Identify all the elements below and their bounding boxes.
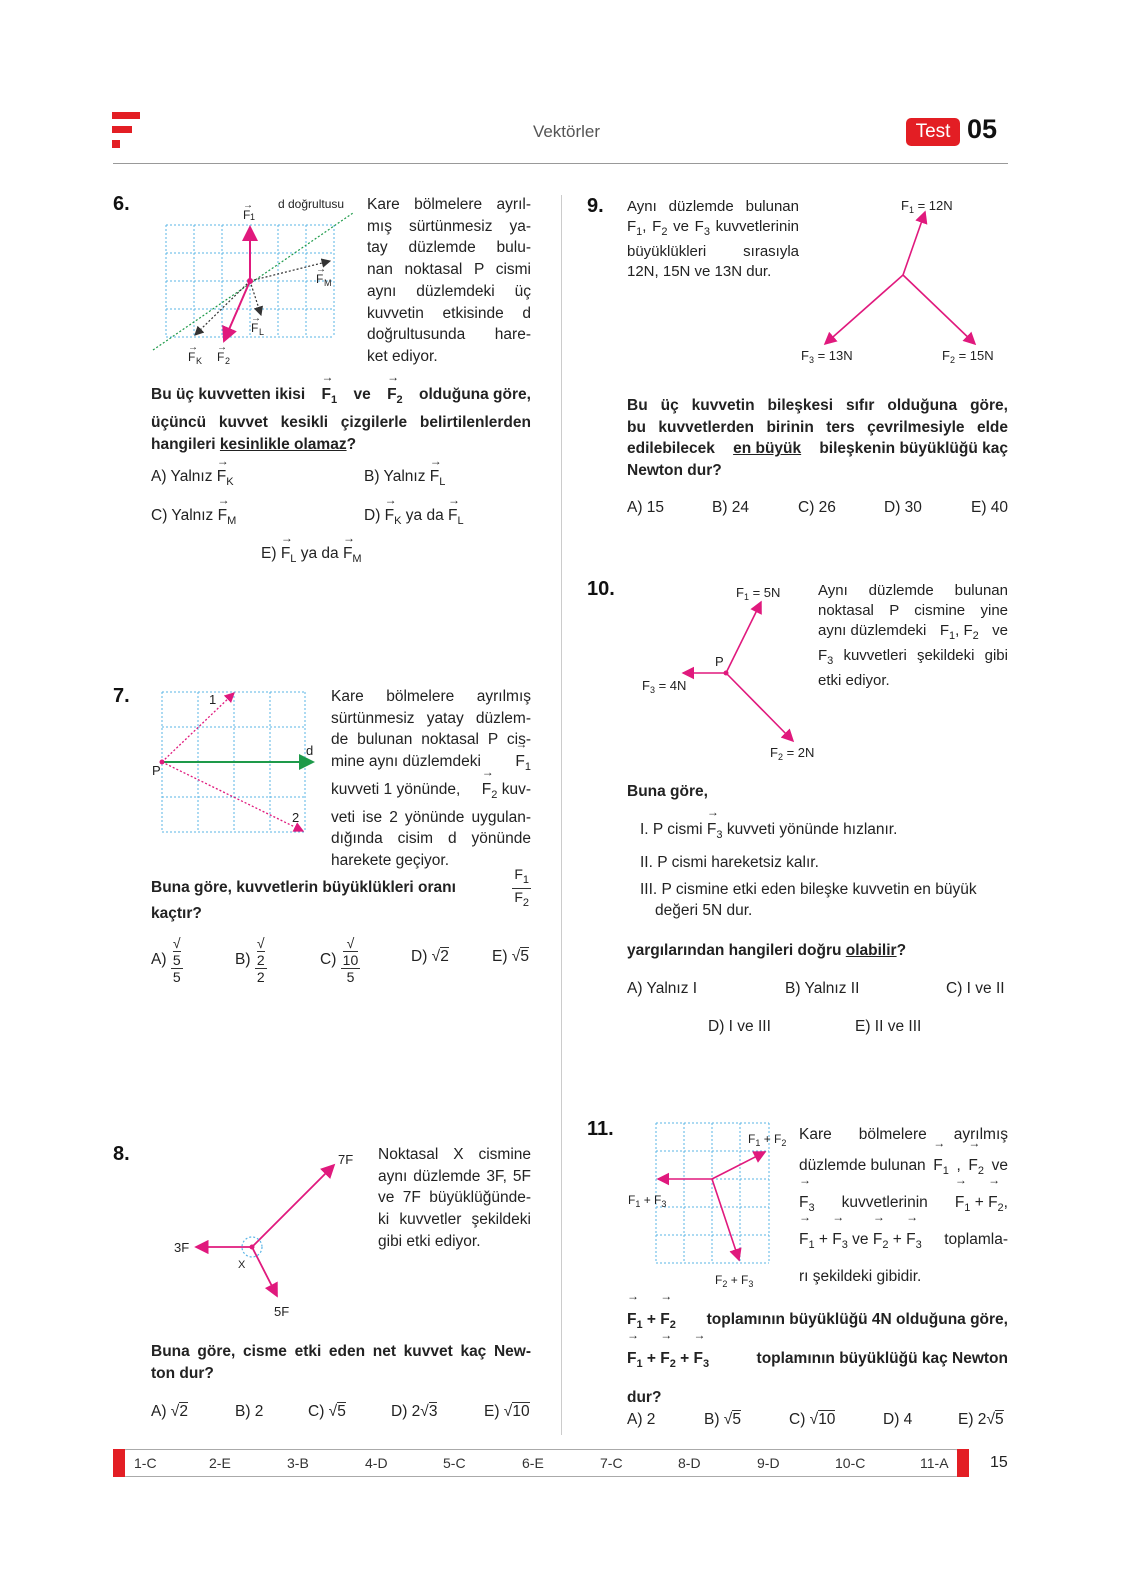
q11-description: Kare bölmelere ayrılmış düzlemde bulunan → $F_1$ , → $F_2$ ve → $F_3$ kuvvetlerinin → $F_1$ + → $F_2$, → $F_1$ + → $F_3$ ve → $F_2$ + → $F_3$ toplamla- rı şekildeki gibidir.	[799, 1119, 1008, 1292]
test-number: 05	[967, 114, 998, 144]
q9-question: Bu üç kuvvetin bileşkesi sıfır olduğuna göre, bu kuvvetlerden birinin ters çevrilmesiyle elde edilebilecek en büyük bileşkenin büyüklüğü kaç Newton dur?	[627, 397, 1008, 480]
q7-option-d[interactable]: D) √2	[411, 948, 449, 965]
q9-option-b[interactable]: B) 24	[712, 499, 750, 516]
q6-f1-label: F	[243, 208, 251, 222]
q9-f1-label: F	[901, 198, 909, 213]
q11-option-c[interactable]: C) √10	[789, 1411, 836, 1428]
svg-text:F1 + F2: $F_1 + F_2$	[748, 1132, 787, 1148]
svg-text:F3 = 13N: $F_3 = 13N$	[801, 348, 853, 365]
q8-number: 8.	[113, 1143, 130, 1165]
answer-key-item: 5-C	[443, 1455, 466, 1471]
q10-diagram	[640, 578, 825, 763]
q6-question: Bu üç kuvvetten ikisi → $F_1$ ve → $F_2$ olduğuna göre, üçüncü kuvvet kesikli çizgilerle belirtilenlerden hangileri kesinlikle olamaz?	[151, 384, 531, 455]
q11-f13-label: F	[628, 1193, 636, 1207]
svg-text:L: L	[259, 327, 265, 337]
q8-option-a[interactable]: A) √2	[151, 1403, 188, 1420]
q6-option-b[interactable]: B) Yalnız → $F_L$	[364, 468, 445, 488]
svg-text:F1 + F3: $F_1 + F_3$	[628, 1193, 667, 1209]
column-divider	[561, 195, 562, 1435]
svg-text:→: →	[188, 342, 198, 353]
header-divider	[113, 163, 1008, 164]
svg-text:F2 = 15N: $F_2 = 15N$	[942, 348, 994, 365]
q8-option-c[interactable]: C) √5	[308, 1403, 346, 1420]
q7-diagram	[150, 685, 325, 837]
answer-key-item: 4-D	[365, 1455, 388, 1471]
svg-text:K: K	[196, 356, 203, 366]
page-number: 15	[990, 1454, 1008, 1471]
q8-option-d[interactable]: D) 2√3	[391, 1403, 438, 1420]
q9-number: 9.	[587, 195, 604, 217]
answer-key-item: 9-D	[757, 1455, 780, 1471]
q9-option-a[interactable]: A) 15	[627, 499, 665, 516]
q6-option-a[interactable]: A) Yalnız → $F_K$	[151, 468, 234, 488]
q9-option-d[interactable]: D) 30	[884, 499, 922, 516]
q6-option-c[interactable]: C) Yalnız → $F_M$	[151, 507, 236, 527]
q10-option-d[interactable]: D) I ve III	[708, 1018, 771, 1035]
answer-key-item: 11-A	[920, 1455, 949, 1471]
page-title: Vektörler	[532, 122, 601, 141]
q8-7f-label: 7F	[338, 1152, 354, 1167]
q11-number: 11.	[587, 1118, 614, 1140]
svg-text:2: 2	[225, 356, 231, 366]
q7-p-label: P	[152, 763, 161, 778]
q10-p-label: P	[715, 654, 724, 669]
q10-option-e[interactable]: E) II ve III	[855, 1018, 922, 1035]
q6-option-d[interactable]: $D) \to F_K$ ya da → $F_L$	[364, 507, 464, 527]
q6-fm-label: F	[316, 272, 324, 286]
svg-text:F1 = 12N: $F_1 = 12N$	[901, 198, 953, 215]
svg-text:→: →	[217, 342, 227, 353]
q6-fl-label: F	[251, 321, 259, 335]
answer-key-item: 7-C	[600, 1455, 623, 1471]
answer-key-item: 6-E	[522, 1455, 544, 1471]
q6-d-label: d doğrultusu	[278, 197, 345, 211]
q8-diagram	[170, 1148, 370, 1323]
q11-option-d[interactable]: D) 4	[883, 1411, 913, 1428]
q10-f3-label: F	[642, 678, 650, 693]
q11-f12-label: F	[748, 1132, 756, 1146]
svg-text:→: →	[243, 200, 253, 211]
test-badge: Test	[906, 118, 960, 146]
q11-question: → $F_1$ + → $F_2$ toplamının büyüklüğü 4N olduğuna göre, → $F_1$ + → $F_2$ + → $F_3$ toplamının büyüklüğü kaç Newton dur?	[627, 1303, 1008, 1415]
q10-f1-label: F	[736, 585, 744, 600]
q11-option-a[interactable]: A) 2	[627, 1411, 656, 1428]
svg-text:M: M	[324, 278, 332, 288]
svg-text:→: →	[251, 313, 261, 324]
q10-statements: I. P cismi → $F_3$ kuvveti yönünde hızlanır. II. P cismi hareketsiz kalır. III. P cismine etki eden bileşke kuvvetin en büyük değeri 5N dur.	[640, 819, 1008, 922]
q9-description: Aynı düzlemde bulunan $F_1$, $F_2$ ve $F_3$ kuvvetlerinin büyüklükleri sırasıyla 12N, 15N ve 13N dur.	[627, 198, 799, 280]
q6-option-e[interactable]: $E) \to F_L$ ya da → $F_M$	[261, 545, 362, 565]
svg-text:1: 1	[250, 212, 256, 222]
q6-description: Kare bölmelere ayrıl- mış sürtünmesiz ya- tay düzlemde bulu- nan noktasal P cismi aynı düzlemdeki üç kuvvetin etkisinde d doğrultusunda hare- ket ediyor.	[367, 196, 531, 365]
svg-text:F1 = 5N: $F_1 = 5N$	[736, 585, 781, 602]
q10-f2-label: F	[770, 745, 778, 760]
svg-text:F2 = 2N: $F_2 = 2N$	[770, 745, 815, 762]
q11-diagram	[625, 1118, 800, 1298]
q7-1-label: 1	[209, 692, 217, 707]
q7-2-label: 2	[292, 810, 300, 825]
q10-description: Aynı düzlemde bulunan noktasal P cismine yine aynı düzlemdeki $F_1$, $F_2$ ve $F_3$ kuvvetleri şekildeki gibi etki ediyor.	[818, 582, 1008, 689]
q9-option-e[interactable]: E) 40	[971, 499, 1009, 516]
q7-option-b[interactable]: B) √ 2 2	[235, 935, 265, 985]
q11-option-e[interactable]: E) 2√5	[958, 1411, 1004, 1428]
svg-text:F2 + F3: $F_2 + F_3$	[715, 1273, 754, 1289]
answer-key-item: 1-C	[134, 1455, 157, 1471]
q9-diagram	[795, 195, 1010, 370]
answer-key-item: 10-C	[835, 1455, 866, 1471]
svg-text:→: →	[316, 264, 326, 275]
q7-d-label: d	[306, 743, 314, 758]
answer-key-item: 8-D	[678, 1455, 701, 1471]
svg-text:F3 = 4N: $F_3 = 4N$	[642, 678, 687, 695]
q10-lead: Buna göre,	[627, 783, 708, 800]
q6-fk-label: F	[188, 350, 196, 364]
q7-option-c[interactable]: C) √ 10 5	[320, 935, 359, 985]
q8-option-e[interactable]: E) √10	[484, 1403, 530, 1420]
q8-5f-label: 5F	[274, 1304, 290, 1319]
answer-key-right-mark	[957, 1449, 969, 1477]
q10-number: 10.	[587, 578, 615, 600]
q10-option-c[interactable]: C) I ve II	[946, 980, 1005, 997]
answer-key-item: 2-E	[209, 1455, 231, 1471]
q8-x-label: X	[238, 1259, 246, 1271]
q6-number: 6.	[113, 193, 130, 215]
q7-option-e[interactable]: E) √5	[492, 948, 529, 965]
q7-option-a[interactable]: A) √ 5 5	[151, 935, 181, 985]
q6-diagram	[148, 195, 363, 375]
q11-f23-label: F	[715, 1273, 723, 1287]
q8-option-b[interactable]: B) 2	[235, 1403, 264, 1420]
answer-key-item: 3-B	[287, 1455, 309, 1471]
q9-f2-label: F	[942, 348, 950, 363]
q10-option-b[interactable]: B) Yalnız II	[785, 980, 860, 997]
q6-f2-label: F	[217, 350, 225, 364]
q10-question: yargılarından hangileri doğru olabilir?	[627, 942, 907, 959]
q7-number: 7.	[113, 685, 130, 707]
q9-f3-label: F	[801, 348, 809, 363]
q10-option-a[interactable]: A) Yalnız I	[627, 980, 698, 997]
q7-question: Buna göre, kuvvetlerin büyüklükleri oranı $\frac{F_1}{F_2}$ kaçtır?	[151, 866, 529, 922]
q8-question: Buna göre, cisme etki eden net kuvvet kaç New- ton dur?	[151, 1343, 531, 1382]
q11-option-b[interactable]: B) √5	[704, 1411, 741, 1428]
q8-description: Noktasal X cismine aynı düzlemde 3F, 5F ve 7F büyüklüğünde- ki kuvvetler şekildeki gibi etki ediyor.	[378, 1146, 531, 1250]
q7-description: Kare bölmelere ayrılmış sürtünmesiz yatay düzlem- de bulunan noktasal P cis- mine aynı düzlemdeki → $F_1$ kuvveti 1 yönünde, → $F_2$ kuv- veti ise 2 yönünde uygulan- dığında cisim d yönünde harekete geçiyor.	[331, 686, 531, 872]
q9-option-c[interactable]: C) 26	[798, 499, 836, 516]
answer-key-left-mark	[113, 1449, 125, 1477]
q8-3f-label: 3F	[174, 1240, 190, 1255]
